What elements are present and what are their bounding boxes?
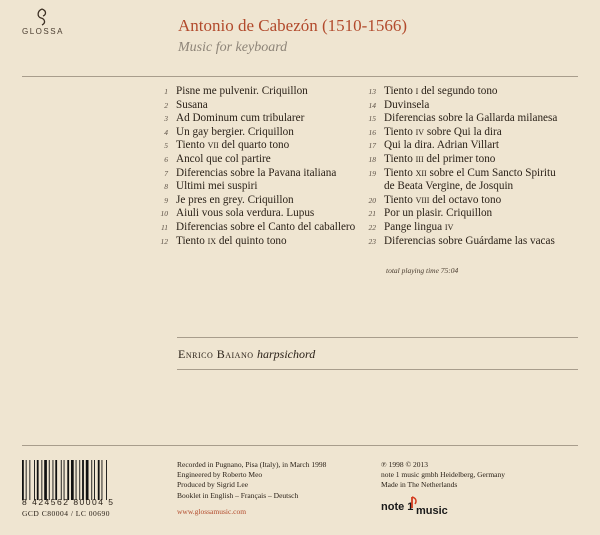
track-item — [354, 126, 584, 140]
track-number: 7 — [164, 168, 168, 178]
track-title: Tiento i del segundo tono — [384, 85, 498, 97]
track-title: Je pres en grey. Criquillon — [176, 193, 294, 206]
track-title: Tiento viii del octavo tono — [384, 193, 502, 206]
track-title: Diferencias sobre Guárdame las vacas — [384, 234, 555, 247]
track-number: 8 — [164, 182, 168, 192]
track-title: Qui la dira. Adrian Villart — [384, 139, 500, 152]
track-number: 19 — [368, 168, 376, 178]
track-title: Tiento ix del quinto tono — [176, 234, 287, 247]
track-title: Susana — [176, 98, 208, 111]
track-title: Pange lingua iv — [384, 220, 454, 233]
total-playing-time: total playing time 75:04 — [386, 266, 459, 275]
track-item — [146, 221, 366, 235]
track-item — [146, 167, 366, 181]
track-item — [146, 235, 366, 249]
track-number: 3 — [164, 114, 168, 124]
track-title: Tiento iii del primer tono — [384, 152, 496, 165]
credit-line: Booklet in English – Français – Deutsch — [177, 490, 299, 500]
track-item — [354, 85, 584, 99]
top-divider — [22, 76, 578, 77]
track-number: 15 — [368, 114, 376, 124]
barcode-image — [22, 460, 112, 500]
track-item — [354, 207, 584, 221]
track-number: 11 — [161, 222, 168, 232]
track-item — [354, 112, 584, 126]
track-item — [354, 139, 584, 153]
album-title: Antonio de Cabezón (1510-1566) — [178, 16, 407, 35]
tracklist-left — [146, 85, 366, 248]
track-number: 9 — [164, 195, 168, 205]
track-title: Diferencias sobre el Canto del caballero — [176, 220, 356, 233]
track-title: Pisne me pulvenir. Criquillon — [176, 85, 308, 97]
note1-logo-part1: note 1 — [381, 501, 414, 513]
track-number: 21 — [368, 209, 376, 219]
album-subtitle: Music for keyboard — [178, 40, 288, 55]
performer-top-divider — [177, 337, 578, 338]
performer-name: Enrico Baiano — [178, 347, 254, 361]
track-number: 5 — [164, 141, 168, 151]
track-number: 22 — [368, 222, 376, 232]
credit-line: Engineered by Roberto Meo — [177, 470, 263, 480]
credit-line: Produced by Sigrid Lee — [177, 480, 249, 490]
track-number: 20 — [368, 195, 376, 205]
track-number: 18 — [368, 154, 376, 164]
track-title: Diferencias sobre la Gallarda milanesa — [384, 112, 558, 125]
track-number: 17 — [368, 141, 376, 151]
track-title: Por un plasir. Criquillon — [384, 207, 493, 220]
track-item — [354, 153, 584, 167]
track-item — [146, 194, 366, 208]
track-item — [146, 85, 366, 99]
track-number: 14 — [368, 100, 376, 110]
catalog-number: GCD C80004 / LC 00690 — [22, 509, 111, 518]
track-item — [146, 180, 366, 194]
track-number: 2 — [164, 100, 168, 110]
recording-credits — [177, 460, 326, 501]
track-title: Tiento vii del quarto tono — [176, 139, 290, 152]
performer-bottom-divider — [177, 369, 578, 370]
track-item — [354, 194, 584, 208]
rights-line: note 1 music gmbh Heidelberg, Germany — [381, 470, 505, 480]
track-item — [354, 99, 584, 113]
website-link[interactable]: www.glossamusic.com — [177, 507, 247, 516]
track-item — [354, 221, 584, 235]
track-title: Un gay bergier. Criquillon — [176, 125, 294, 138]
track-item — [354, 167, 584, 194]
track-item — [146, 153, 366, 167]
track-title: Diferencias sobre la Pavana italiana — [176, 166, 337, 179]
track-number: 10 — [160, 209, 168, 219]
credit-line: Recorded in Pugnano, Pisa (Italy), in March 1998 — [177, 460, 327, 469]
track-title: Ancol que col partire — [176, 152, 271, 165]
label-name: GLOSSA — [22, 27, 64, 36]
track-number: 6 — [164, 154, 168, 164]
track-title: Ultimi mei suspiri — [176, 180, 258, 193]
barcode-number: 8 424562 80004 5 — [22, 497, 115, 507]
note1-logo-part2: music — [416, 505, 448, 517]
glossa-logo — [22, 8, 62, 36]
track-number: 4 — [164, 127, 168, 137]
track-number: 12 — [160, 236, 168, 246]
track-item — [146, 99, 366, 113]
track-number: 23 — [368, 236, 376, 246]
track-title: Duvinsela — [384, 98, 430, 111]
track-item — [146, 112, 366, 126]
track-title: Tiento xii sobre el Cum Sancto Spiritu de Beata Vergine, de Josquin — [384, 166, 556, 193]
track-title: Tiento iv sobre Qui la dira — [384, 125, 502, 138]
performer-instrument: harpsichord — [257, 347, 316, 361]
track-title: Ad Dominum cum tribularer — [176, 112, 305, 125]
note1-music-logo — [381, 495, 461, 517]
bottom-divider — [22, 445, 578, 446]
rights-line: ℗ 1998 © 2013 — [381, 460, 429, 469]
track-title: Aiuli vous sola verdura. Lupus — [176, 207, 315, 220]
performer — [178, 347, 315, 362]
track-item — [354, 235, 584, 249]
track-item — [146, 126, 366, 140]
track-number: 16 — [368, 127, 376, 137]
track-item — [146, 207, 366, 221]
glossa-emblem-icon — [34, 8, 50, 26]
track-number: 1 — [164, 87, 168, 96]
track-number: 13 — [368, 87, 376, 96]
rights-line: Made in The Netherlands — [381, 480, 458, 490]
rights-info — [381, 460, 505, 491]
track-item — [146, 139, 366, 153]
tracklist-right — [354, 85, 584, 248]
